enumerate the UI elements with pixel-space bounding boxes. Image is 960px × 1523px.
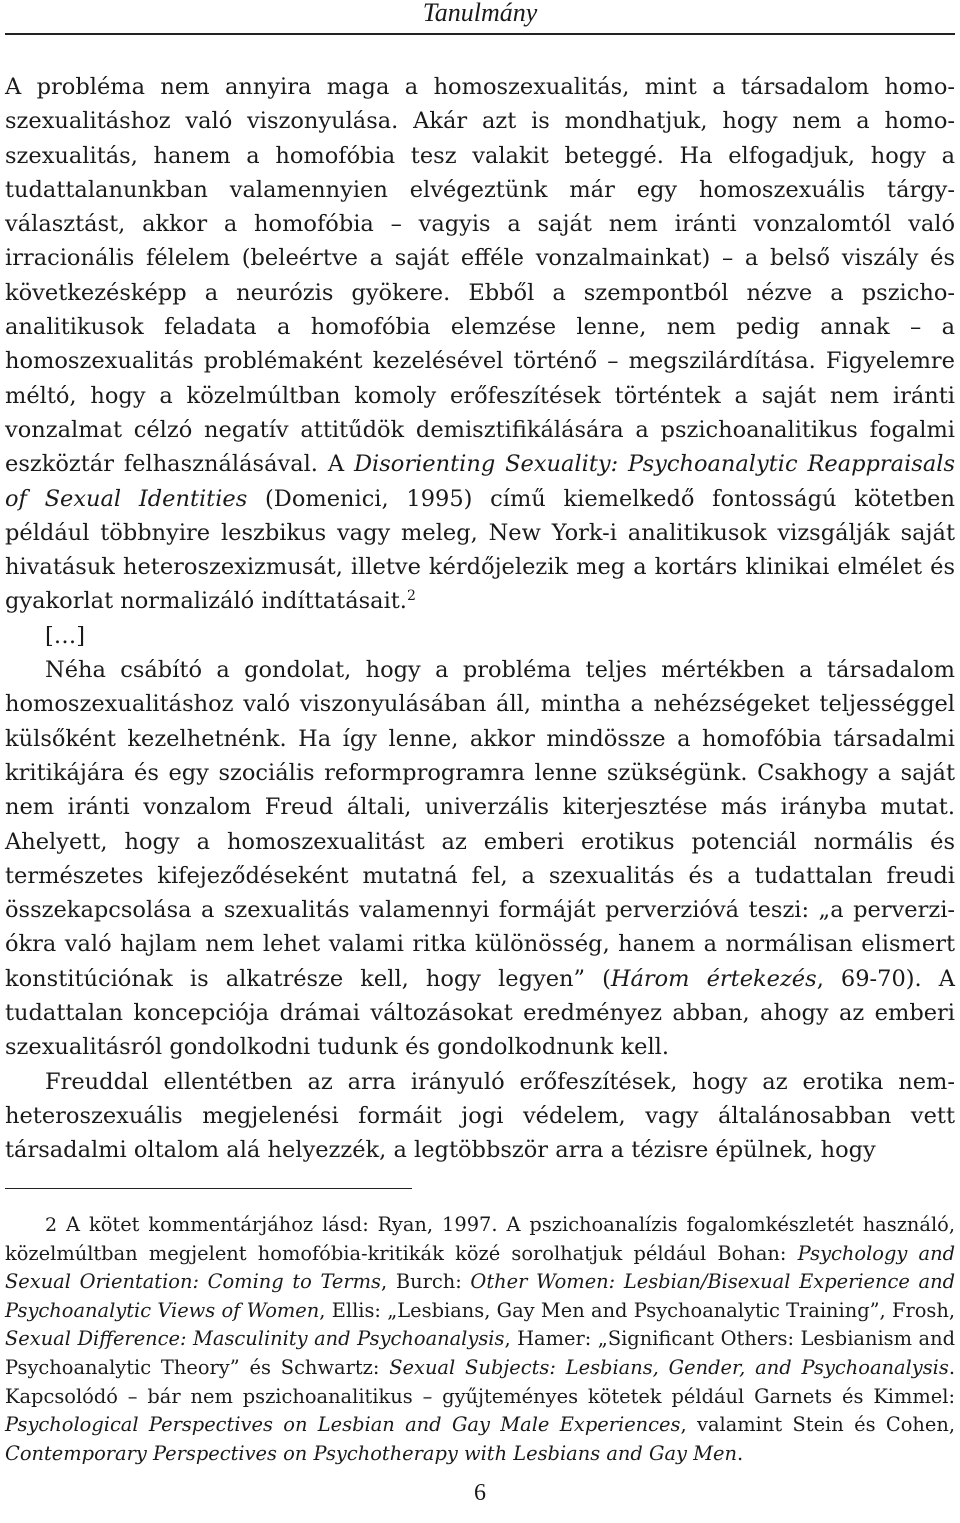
paragraph-2-text-b: , 69-70). A tudattalan koncepciója drámai változásokat eredményez abban, ahogy az emberi szexualitásról gondolkodni tudunk és gondolkodnunk kell. <box>5 965 956 1061</box>
footnote-text-5: . Kapcsolódó – bár nem pszichoanalitikus – gyűjteményes kötetek például Garnets és Kimmel: <box>5 1355 955 1408</box>
footnote-rule <box>5 1188 412 1189</box>
body-text <box>5 70 955 1168</box>
footnote-title-6: Contemporary Perspectives on Psychotherapy with Lesbians and Gay Men <box>5 1441 737 1465</box>
running-head: Tanulmány <box>422 0 538 27</box>
footnote-text-7: . <box>736 1441 744 1465</box>
footnote-text-2: , Burch: <box>381 1270 471 1294</box>
omission-mark: […] <box>45 622 86 649</box>
paragraph-1 <box>5 70 955 619</box>
footnote-2 <box>5 1211 955 1468</box>
book-title-disorienting-sexuality: Disorienting Sexuality: Psychoanalytic Reappraisals of Sexual Identities <box>5 451 955 512</box>
footnote-text-4: , Hamer: „Significant Others: Lesbianism and Psychoanalytic Theory” és Schwartz: <box>5 1327 955 1379</box>
footnote-title-2: Other Women: Lesbian/Bisexual Experience and Psychoanalytic Views of Women <box>5 1270 955 1322</box>
paragraph-1-text-a: A probléma nem annyira maga a homoszexualitás, mint a társadalom homoszexualitáshoz való viszonyulása. Akár azt is mondhatjuk, hogy nem a homoszexualitás, hanem a homofóbia tesz valakit beteggé. Ha elfogadjuk, hogy a tudattalanunkban valamennyien elvégeztünk már egy homoszexuális tárgyválasztást, akkor a homofóbia – vagyis a saját nem iránti vonzalomtól való irracionális félelem (beleértve a saját efféle vonzalmainkat) – a belső viszály és következésképp a neurózis gyökere. Ebből a szempontból nézve a pszichoanalitikusok feladata a homofóbia elemzése lenne, nem pedig annak – a homoszexualitás problémaként kezelésével történő – megszilárdítása. Figyelemre méltó, hogy a közelmúltban komoly erőfeszítések történtek a saját nem iránti vonzalmat célzó negatív attitűdök demisztifikálására a pszichoanalitikus fogalmi eszköztár felhasználásával. A <box>5 74 955 478</box>
header-rule <box>5 33 955 35</box>
footnote-number: 2 <box>45 1214 58 1236</box>
footnote-text-6: , valamint Stein és Cohen, <box>680 1413 956 1437</box>
footnote-text-3: , Ellis: „Lesbians, Gay Men and Psychoanalytic Training”, Frosh, <box>319 1298 955 1322</box>
footnote-reference[interactable]: 2 <box>406 588 416 605</box>
paragraph-3: Freuddal ellentétben az arra irányuló erőfeszítések, hogy az erotika nemheteroszexuális megjelenési formáit jogi védelem, vagy általánosabban vett társadalmi oltalom alá helyezzék, a legtöbbször arra a tézisre épülnek, hogy <box>5 1068 955 1164</box>
footnote <box>5 1211 955 1468</box>
footnote-text-1: A kötet kommentárjához lásd: Ryan, 1997. A pszichoanalízis fogalomkészletét használó, közelmúltban megjelent homofóbia-kritikák közé sorolhatjuk például Bohan: <box>5 1213 955 1265</box>
paragraph-2 <box>5 653 955 1065</box>
footnote-title-5: Psychological Perspectives on Lesbian and Gay Male Experiences <box>5 1413 681 1437</box>
paragraph-1-text-b: (Domenici, 1995) című kiemelkedő fontosságú kötetben például többnyire leszbikus vagy meleg, New York-i analitikusok vizsgálják saját hivatásuk heteroszexizmusát, illetve kérdőjelezik meg a kortárs klinikai elmélet és gyakorlat normalizáló indíttatásait. <box>5 485 955 615</box>
footnote-title-4: Sexual Subjects: Lesbians, Gender, and Psychoanalysis <box>389 1355 949 1379</box>
page-number: 6 <box>474 1480 486 1506</box>
footnote-title-1: Psychology and Sexual Orientation: Coming to Terms <box>5 1241 955 1294</box>
paragraph-2-text-a: Néha csábító a gondolat, hogy a probléma teljes mértékben a társadalom homoszexualitáshoz való viszonyulásában áll, mintha a nehézségeket teljességgel külsőként kezelhetnénk. Ha így lenne, akkor mindössze a homofóbia társadalmi kritikájára és egy szociális reformprogramra lenne szükségünk. Csakhogy a saját nem iránti vonzalom Freud általi, univerzális kiterjesztése más irányba mutat. Ahelyett, hogy a homoszexualitást az emberi erotikus potenciál normális és természetes kifejeződéseként mutatná fel, a szexualitás és a tudattalan freudi összekapcsolása a szexualitás valamennyi formáját perverzióvá teszi: „a perverziókra való hajlam nem lehet valami ritka különösség, hanem a normálisan elismert konstitúciónak is alkatrésze kell, hogy legyen” ( <box>5 657 955 992</box>
book-title-harom-ertekezes: Három értekezés <box>610 965 817 992</box>
footnote-title-3: Sexual Difference: Masculinity and Psychoanalysis <box>5 1327 505 1351</box>
